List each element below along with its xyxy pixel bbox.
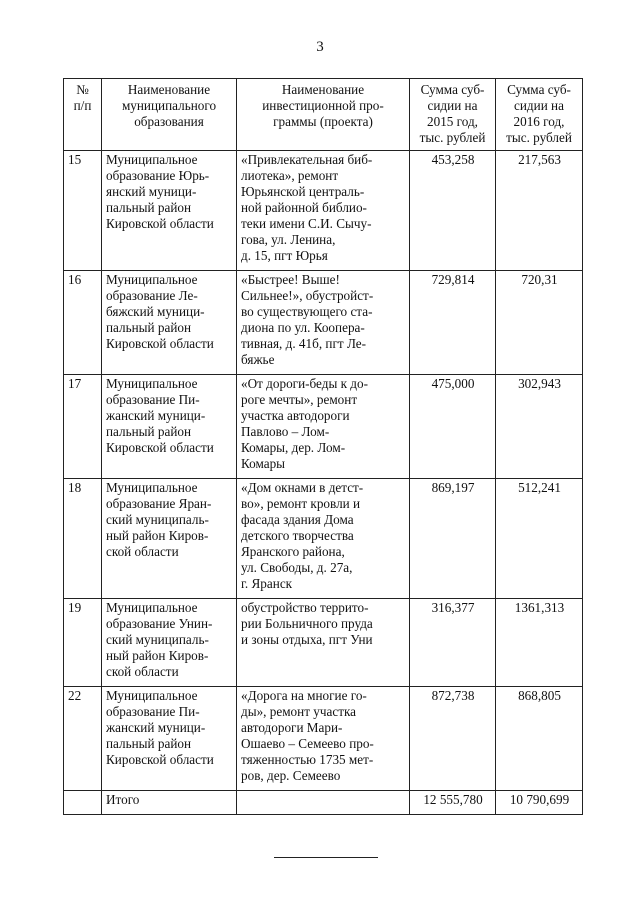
table-row	[64, 375, 583, 479]
table-row	[64, 479, 583, 599]
table-row	[64, 151, 583, 271]
end-of-document-rule	[274, 857, 378, 858]
total-sum-2016: 10 790,699	[496, 791, 583, 815]
total-sum-2015: 12 555,780	[410, 791, 496, 815]
row-sum-2015: 453,258	[410, 151, 496, 271]
header-sum-2016: Сумма суб- сидии на 2016 год, тыс. рублей	[496, 79, 583, 151]
row-municipality: Муниципальное образование Юрь- янский муници- пальный район Кировской области	[102, 151, 237, 271]
subsidy-table	[63, 78, 583, 815]
header-sum-2015: Сумма суб- сидии на 2015 год, тыс. рублей	[410, 79, 496, 151]
row-num: 19	[64, 599, 102, 687]
row-sum-2016: 512,241	[496, 479, 583, 599]
table-row	[64, 599, 583, 687]
header-program: Наименование инвестиционной про- граммы (проекта)	[237, 79, 410, 151]
table-row	[64, 271, 583, 375]
header-num: № п/п	[64, 79, 102, 151]
table-header-row	[64, 79, 583, 151]
row-num: 18	[64, 479, 102, 599]
row-program: обустройство террито- рии Больничного пруда и зоны отдыха, пгт Уни	[237, 599, 410, 687]
row-program: «От дороги-беды к до- роге мечты», ремонт участка автодороги Павлово – Лом- Комары, дер. Лом- Комары	[237, 375, 410, 479]
row-sum-2015: 872,738	[410, 687, 496, 791]
row-municipality: Муниципальное образование Унин- ский муниципаль- ный район Киров- ской области	[102, 599, 237, 687]
row-program: «Быстрее! Выше! Сильнее!», обустройст- во существующего ста- диона по ул. Коопера- тивная, д. 41б, пгт Ле- бяжье	[237, 271, 410, 375]
total-label: Итого	[102, 791, 237, 815]
row-program: «Дом окнами в детст- во», ремонт кровли и фасада здания Дома детского творчества Яранского района, ул. Свободы, д. 27а, г. Яранск	[237, 479, 410, 599]
row-sum-2016: 720,31	[496, 271, 583, 375]
row-num: 17	[64, 375, 102, 479]
total-program	[237, 791, 410, 815]
row-sum-2016: 217,563	[496, 151, 583, 271]
row-num: 22	[64, 687, 102, 791]
row-program: «Привлекательная биб- лиотека», ремонт Юрьянской централь- ной районной библио- теки имени С.И. Сычу- гова, ул. Ленина, д. 15, пгт Юрья	[237, 151, 410, 271]
row-sum-2015: 475,000	[410, 375, 496, 479]
total-row	[64, 791, 583, 815]
row-sum-2016: 868,805	[496, 687, 583, 791]
row-municipality: Муниципальное образование Пи- жанский муници- пальный район Кировской области	[102, 375, 237, 479]
row-municipality: Муниципальное образование Ле- бяжский муници- пальный район Кировской области	[102, 271, 237, 375]
total-num	[64, 791, 102, 815]
row-sum-2015: 869,197	[410, 479, 496, 599]
row-num: 15	[64, 151, 102, 271]
row-sum-2016: 302,943	[496, 375, 583, 479]
header-municipality: Наименование муниципального образования	[102, 79, 237, 151]
page-number: 3	[316, 39, 324, 55]
row-sum-2015: 316,377	[410, 599, 496, 687]
row-municipality: Муниципальное образование Пи- жанский муници- пальный район Кировской области	[102, 687, 237, 791]
row-num: 16	[64, 271, 102, 375]
row-sum-2016: 1361,313	[496, 599, 583, 687]
row-program: «Дорога на многие го- ды», ремонт участка автодороги Мари- Ошаево – Семеево про- тяженностью 1735 мет- ров, дер. Семеево	[237, 687, 410, 791]
table-row	[64, 687, 583, 791]
row-sum-2015: 729,814	[410, 271, 496, 375]
row-municipality: Муниципальное образование Яран- ский муниципаль- ный район Киров- ской области	[102, 479, 237, 599]
